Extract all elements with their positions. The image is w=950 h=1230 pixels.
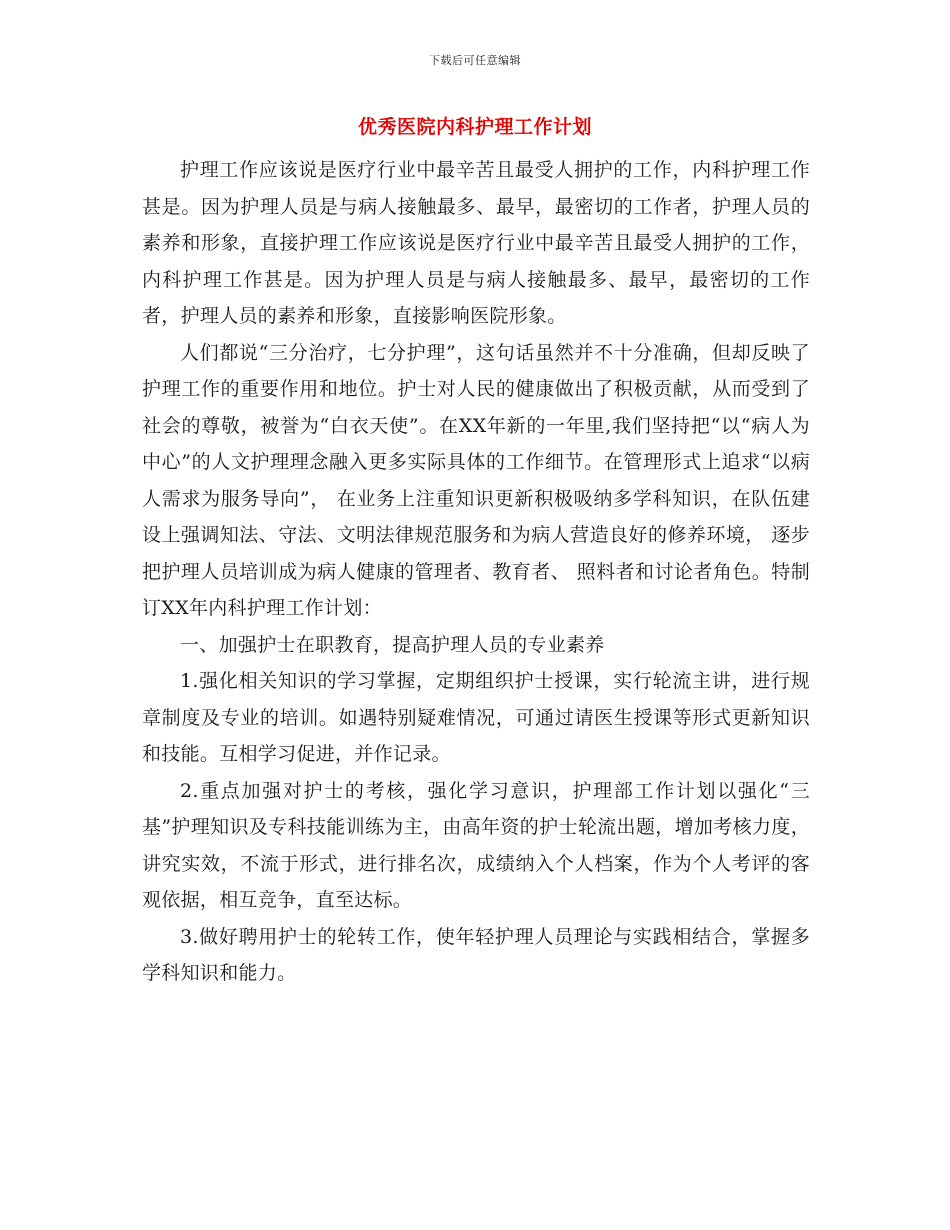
document-title: 优秀医院内科护理工作计划 [357,116,592,138]
header-note: 下载后可任意编辑 [429,54,521,67]
section-heading: 一、加强护士在职教育，提高护理人员的专业素养 [180,633,605,656]
document-body [142,152,810,992]
paragraph-intro: 护理工作应该说是医疗行业中最辛苦且最受人拥护的工作，内科护理工作甚是。因为护理人员是与病人接触最多、最早，最密切的工作者，护理人员的素养和形象，直接护理工作应该说是医疗行业中最辛苦且最受人拥护的工作，内科护理工作甚是。因为护理人员是与病人接触最多、最早，最密切的工作者，护理人员的素养和形象，直接影响医院形象。 [142,159,810,327]
list-item-2: 2.重点加强对护士的考核，强化学习意识，护理部工作计划以强化“三基”护理知识及专科技能训练为主，由高年资的护士轮流出题，增加考核力度，讲究实效，不流于形式，进行排名次，成绩纳入个人档案，作为个人考评的客观依据，相互竞争，直至达标。 [142,779,810,911]
paragraph-background: 人们都说“三分治疗，七分护理”，这句话虽然并不十分准确，但却反映了护理工作的重要作用和地位。护士对人民的健康做出了积极贡献，从而受到了社会的尊敬，被誉为“白衣天使”。在XX年新的一年里,我们坚持把“以“病人为中心”的人文护理理念融入更多实际具体的工作细节。在管理形式上追求“以病人需求为服务导向”， 在业务上注重知识更新积极吸纳多学科知识，在队伍建设上强调知法、守法、文明法律规范服务和为病人营造良好的修养环境， 逐步把护理人员培训成为病人健康的管理者、教育者、 照料者和讨论者角色。特制订XX年内科护理工作计划： [142,341,810,619]
list-item-3: 3.做好聘用护士的轮转工作，使年轻护理人员理论与实践相结合，掌握多学科知识和能力。 [142,925,810,984]
list-item-1: 1.强化相关知识的学习掌握，定期组织护士授课，实行轮流主讲，进行规章制度及专业的培训。如遇特别疑难情况，可通过请医生授课等形式更新知识和技能。互相学习促进，并作记录。 [142,670,810,765]
